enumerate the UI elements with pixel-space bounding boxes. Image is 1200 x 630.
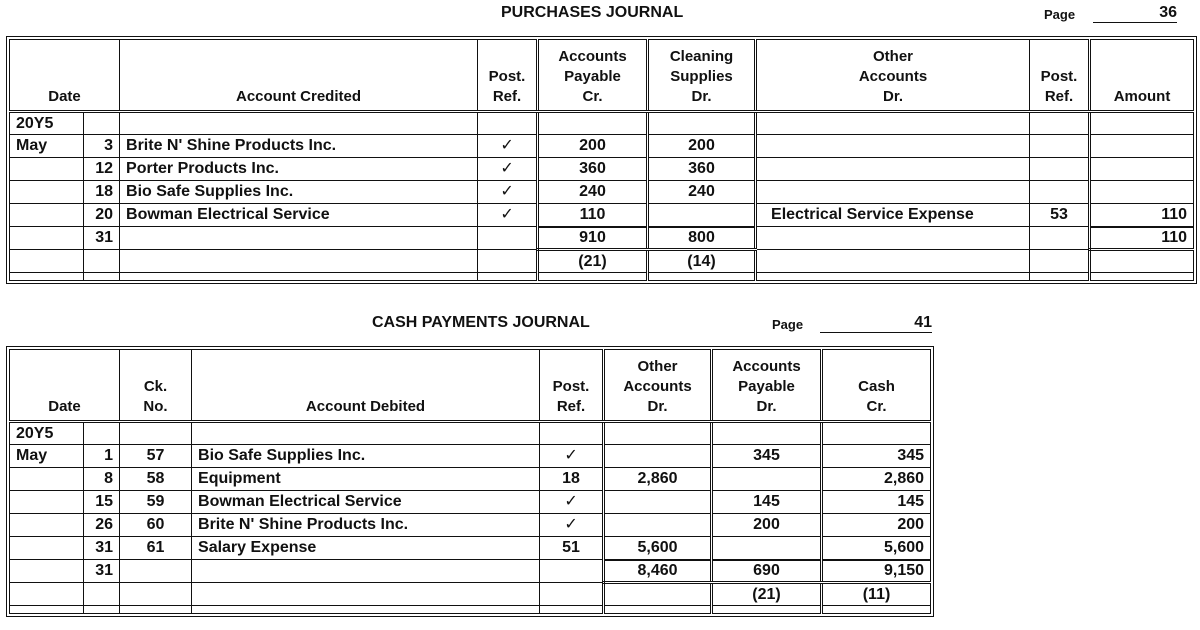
account-cell: Brite N' Shine Products Inc. bbox=[120, 135, 478, 158]
col-ck-no: Ck. No. bbox=[120, 350, 192, 422]
account-cell: Bio Safe Supplies Inc. bbox=[192, 445, 540, 468]
post-ref-cell: ✓ bbox=[478, 204, 538, 227]
month-cell bbox=[10, 204, 84, 227]
post-ref-cell: 51 bbox=[540, 537, 604, 560]
ap-cell bbox=[712, 537, 822, 560]
cash-page-label: Page bbox=[772, 317, 804, 332]
table-row bbox=[10, 204, 1194, 227]
post-ref-cell: ✓ bbox=[540, 491, 604, 514]
post-ref-cell: ✓ bbox=[478, 158, 538, 181]
day-cell: 18 bbox=[84, 181, 120, 204]
check-number-cell: 59 bbox=[120, 491, 192, 514]
purchases-page-label: Page bbox=[1044, 7, 1076, 22]
purchases-journal-table bbox=[9, 39, 1194, 281]
col-other-accounts-dr: Other Accounts Dr. bbox=[756, 40, 1030, 112]
ap-cell: 345 bbox=[712, 445, 822, 468]
other-accounts-cell: 2,860 bbox=[604, 468, 712, 491]
year-cell: 20Y5 bbox=[10, 422, 84, 445]
other-account-cell bbox=[756, 181, 1030, 204]
amount-cell bbox=[1090, 158, 1194, 181]
table-row bbox=[10, 181, 1194, 204]
col-account-debited: Account Debited bbox=[192, 350, 540, 422]
table-row bbox=[10, 135, 1194, 158]
month-cell bbox=[10, 491, 84, 514]
post-ref2-cell bbox=[1030, 181, 1090, 204]
cleaning-total: 800 bbox=[648, 227, 756, 250]
other-account-cell bbox=[756, 135, 1030, 158]
posting-row bbox=[10, 583, 931, 606]
purchases-page-number: 36 bbox=[1093, 4, 1177, 23]
cash-cell: 2,860 bbox=[822, 468, 931, 491]
amount-cell: 110 bbox=[1090, 204, 1194, 227]
check-number-cell: 57 bbox=[120, 445, 192, 468]
ap-cell: 110 bbox=[538, 204, 648, 227]
cleaning-cell: 200 bbox=[648, 135, 756, 158]
day-cell: 31 bbox=[84, 560, 120, 583]
table-row bbox=[10, 112, 1194, 135]
ap-cell: 200 bbox=[712, 514, 822, 537]
table-row bbox=[10, 514, 931, 537]
check-number-cell: 58 bbox=[120, 468, 192, 491]
col-post-ref: Post. Ref. bbox=[478, 40, 538, 112]
other-accounts-total: 8,460 bbox=[604, 560, 712, 583]
account-cell: Bowman Electrical Service bbox=[120, 204, 478, 227]
account-cell: Bio Safe Supplies Inc. bbox=[120, 181, 478, 204]
account-cell: Equipment bbox=[192, 468, 540, 491]
cash-header-row bbox=[10, 350, 931, 422]
month-cell: May bbox=[10, 135, 84, 158]
cash-total: 9,150 bbox=[822, 560, 931, 583]
other-accounts-cell: 5,600 bbox=[604, 537, 712, 560]
month-cell bbox=[10, 181, 84, 204]
cash-cell: 145 bbox=[822, 491, 931, 514]
post-ref-cell: ✓ bbox=[540, 445, 604, 468]
col-post-ref: Post. Ref. bbox=[540, 350, 604, 422]
total-row bbox=[10, 560, 931, 583]
cleaning-posting-ref: (14) bbox=[648, 250, 756, 273]
ap-posting-ref: (21) bbox=[538, 250, 648, 273]
day-cell: 12 bbox=[84, 158, 120, 181]
ap-cell: 360 bbox=[538, 158, 648, 181]
month-cell bbox=[10, 537, 84, 560]
cash-payments-journal-title: CASH PAYMENTS JOURNAL bbox=[372, 314, 590, 331]
post-ref-cell: ✓ bbox=[540, 514, 604, 537]
ap-cell: 145 bbox=[712, 491, 822, 514]
other-accounts-cell bbox=[604, 445, 712, 468]
post-ref-cell: 18 bbox=[540, 468, 604, 491]
spacer-row bbox=[10, 606, 931, 614]
post-ref2-cell bbox=[1030, 135, 1090, 158]
ap-total: 690 bbox=[712, 560, 822, 583]
other-account-cell bbox=[756, 158, 1030, 181]
post-ref-cell: ✓ bbox=[478, 135, 538, 158]
cleaning-cell bbox=[648, 204, 756, 227]
col-post-ref-2: Post. Ref. bbox=[1030, 40, 1090, 112]
month-cell: May bbox=[10, 445, 84, 468]
day-cell: 15 bbox=[84, 491, 120, 514]
col-other-accounts-dr: Other Accounts Dr. bbox=[604, 350, 712, 422]
post-ref-cell: ✓ bbox=[478, 181, 538, 204]
ap-total: 910 bbox=[538, 227, 648, 250]
day-cell: 31 bbox=[84, 227, 120, 250]
month-cell bbox=[10, 468, 84, 491]
cash-posting-ref: (11) bbox=[822, 583, 931, 606]
day-cell: 1 bbox=[84, 445, 120, 468]
col-date: Date bbox=[10, 350, 120, 422]
col-account-credited: Account Credited bbox=[120, 40, 478, 112]
ap-cell bbox=[712, 468, 822, 491]
ap-cell: 200 bbox=[538, 135, 648, 158]
other-accounts-cell bbox=[604, 491, 712, 514]
col-cash-cr: Cash Cr. bbox=[822, 350, 931, 422]
purchases-journal-title: PURCHASES JOURNAL bbox=[501, 4, 684, 21]
cash-cell: 5,600 bbox=[822, 537, 931, 560]
col-accounts-payable-cr: Accounts Payable Cr. bbox=[538, 40, 648, 112]
table-row bbox=[10, 537, 931, 560]
amount-total: 110 bbox=[1090, 227, 1194, 250]
account-cell: Brite N' Shine Products Inc. bbox=[192, 514, 540, 537]
cash-payments-journal bbox=[6, 346, 934, 617]
purchases-journal bbox=[6, 36, 1197, 284]
ap-posting-ref: (21) bbox=[712, 583, 822, 606]
cleaning-cell: 360 bbox=[648, 158, 756, 181]
table-row bbox=[10, 422, 931, 445]
spacer-row bbox=[10, 273, 1194, 281]
total-row bbox=[10, 227, 1194, 250]
col-cleaning-supplies-dr: Cleaning Supplies Dr. bbox=[648, 40, 756, 112]
amount-cell bbox=[1090, 181, 1194, 204]
year-cell: 20Y5 bbox=[10, 112, 84, 135]
table-row bbox=[10, 468, 931, 491]
post-ref2-cell: 53 bbox=[1030, 204, 1090, 227]
col-accounts-payable-dr: Accounts Payable Dr. bbox=[712, 350, 822, 422]
account-cell: Porter Products Inc. bbox=[120, 158, 478, 181]
cash-page-number: 41 bbox=[820, 314, 932, 333]
day-cell: 8 bbox=[84, 468, 120, 491]
col-date: Date bbox=[10, 40, 120, 112]
other-account-cell: Electrical Service Expense bbox=[756, 204, 1030, 227]
account-cell: Salary Expense bbox=[192, 537, 540, 560]
cash-payments-journal-table bbox=[9, 349, 931, 614]
cleaning-cell: 240 bbox=[648, 181, 756, 204]
posting-row bbox=[10, 250, 1194, 273]
table-row bbox=[10, 158, 1194, 181]
day-cell: 3 bbox=[84, 135, 120, 158]
check-number-cell: 60 bbox=[120, 514, 192, 537]
purchases-header-row bbox=[10, 40, 1194, 112]
month-cell bbox=[10, 158, 84, 181]
day-cell: 20 bbox=[84, 204, 120, 227]
ap-cell: 240 bbox=[538, 181, 648, 204]
post-ref2-cell bbox=[1030, 158, 1090, 181]
table-row bbox=[10, 445, 931, 468]
other-accounts-cell bbox=[604, 514, 712, 537]
col-amount: Amount bbox=[1090, 40, 1194, 112]
account-cell: Bowman Electrical Service bbox=[192, 491, 540, 514]
amount-cell bbox=[1090, 135, 1194, 158]
day-cell: 31 bbox=[84, 537, 120, 560]
month-cell bbox=[10, 514, 84, 537]
cash-cell: 345 bbox=[822, 445, 931, 468]
table-row bbox=[10, 491, 931, 514]
day-cell: 26 bbox=[84, 514, 120, 537]
check-number-cell: 61 bbox=[120, 537, 192, 560]
cash-cell: 200 bbox=[822, 514, 931, 537]
